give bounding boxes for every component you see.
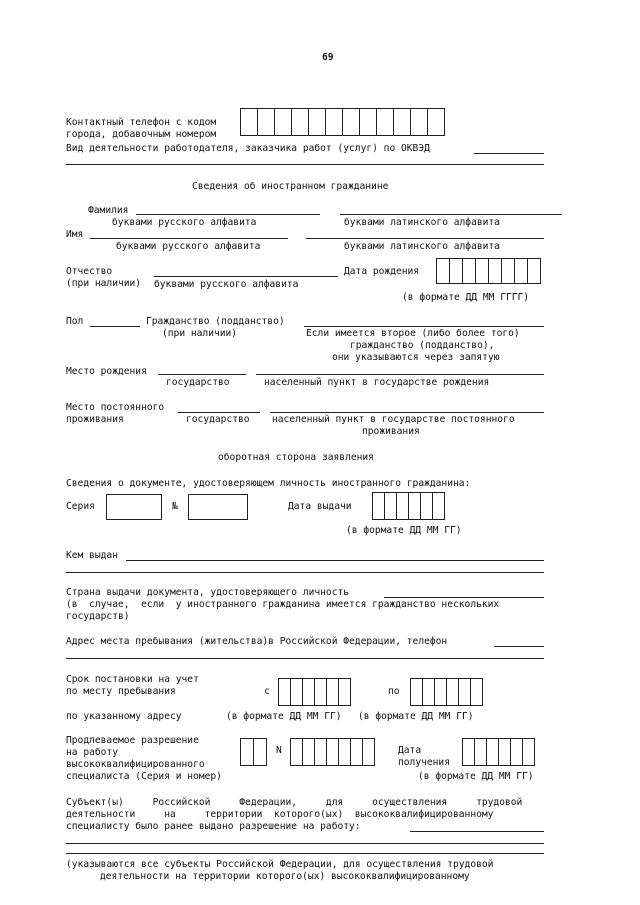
- issued-by-line: [126, 560, 544, 561]
- name-russian-line: [90, 238, 288, 239]
- subjects-line-extra: [66, 843, 544, 844]
- subjects-line-extra-2: [66, 853, 544, 854]
- sex-line: [90, 326, 140, 327]
- birth-settlement-hint: населенный пункт в государстве рождения: [264, 377, 490, 388]
- surname-russian-line: [136, 214, 320, 215]
- term-label-2: по месту пребывания: [66, 686, 176, 697]
- address-label: Адрес места пребывания (жительства)в Российской Федерации, телефон: [66, 636, 448, 647]
- birth-settlement-line: [256, 374, 544, 375]
- number-sign: №: [172, 501, 178, 512]
- country-note-1: (в случае, если у иностранного гражданина имеется гражданство нескольких: [66, 599, 500, 610]
- address-phone-line: [494, 646, 544, 647]
- citizenship-label: Гражданство (подданство): [146, 316, 285, 327]
- term-address-label: по указанному адресу: [66, 711, 182, 722]
- residence-label-1: Место постоянного: [66, 402, 165, 413]
- permit-label-3: высококвалифицированного: [66, 759, 205, 770]
- phone-cells[interactable]: [240, 108, 445, 136]
- footnote-line-2: деятельности на территории которого(ых) высококвалифицированному: [100, 871, 470, 882]
- residence-settlement-hint-1: населенный пункт в государстве постоянного: [272, 414, 515, 425]
- residence-state-line: [178, 412, 260, 413]
- birth-place-label: Место рождения: [66, 366, 147, 377]
- document-intro: Сведения о документе, удостоверяющем личность иностранного гражданина:: [66, 478, 471, 489]
- surname-latin-line: [340, 214, 562, 215]
- subjects-line-2: деятельности на территории которого(ых) высококвалифицированному: [66, 809, 494, 820]
- birth-date-label: Дата рождения: [344, 266, 420, 277]
- term-to-label: по: [388, 686, 400, 697]
- birth-state-line: [158, 374, 246, 375]
- sex-label: Пол: [66, 316, 84, 327]
- name-label: Имя: [66, 229, 84, 240]
- patronymic-line: [154, 276, 338, 277]
- name-latin-line: [306, 238, 544, 239]
- patronymic-note: (при наличии): [66, 278, 142, 289]
- series-box[interactable]: [106, 494, 162, 520]
- permit-date-label-1: Дата: [398, 745, 422, 756]
- residence-settlement-line: [270, 412, 544, 413]
- phone-label-line1: Контактный телефон с кодом: [66, 117, 217, 128]
- residence-settlement-hint-2: проживания: [362, 426, 420, 437]
- citizenship-line: [304, 326, 544, 327]
- surname-latin-hint: буквами латинского алфавита: [344, 217, 500, 228]
- series-label: Серия: [66, 501, 95, 512]
- citizenship-hint-2: гражданство (подданство),: [350, 340, 495, 351]
- issued-by-label: Кем выдан: [66, 550, 118, 561]
- citizenship-hint-1: Если имеется второе (либо более того): [306, 328, 520, 339]
- citizenship-note: (при наличии): [162, 328, 238, 339]
- permit-date-label-2: получения: [398, 757, 450, 768]
- page-number: 69: [322, 52, 334, 63]
- phone-label-line2: города, добавочным номером: [66, 129, 217, 140]
- birth-date-format: (в формате ДД ММ ГГГГ): [402, 292, 530, 303]
- surname-russian-hint: буквами русского алфавита: [112, 217, 257, 228]
- permit-series-cells[interactable]: [240, 738, 267, 766]
- name-russian-hint: буквами русского алфавита: [116, 241, 261, 252]
- term-to-format: (в формате ДД ММ ГГ): [358, 711, 474, 722]
- foreigner-section-title: Сведения об иностранном гражданине: [192, 181, 389, 192]
- activity-line: [474, 153, 544, 154]
- permit-label-2: на работу: [66, 747, 118, 758]
- patronymic-hint: буквами русского алфавита: [154, 279, 299, 290]
- permit-label-1: Продлеваемое разрешение: [66, 735, 199, 746]
- term-from-label: с: [264, 686, 270, 697]
- birth-date-cells[interactable]: [436, 258, 541, 284]
- citizenship-hint-3: они указываются через запятую: [332, 352, 500, 363]
- permit-number-cells[interactable]: [290, 738, 375, 766]
- country-note-2: государств): [66, 611, 130, 622]
- term-from-cells[interactable]: [278, 678, 351, 706]
- permit-date-cells[interactable]: [462, 738, 535, 766]
- residence-state-hint: государство: [186, 414, 250, 425]
- activity-label: Вид деятельности работодателя, заказчика работ (услуг) по ОКВЭД: [66, 143, 430, 154]
- issued-by-line-2: [66, 572, 544, 573]
- address-line: [66, 658, 544, 659]
- issue-date-cells[interactable]: [372, 492, 445, 520]
- term-label-1: Срок постановки на учет: [66, 674, 199, 685]
- activity-line-2: [66, 164, 544, 165]
- number-box[interactable]: [188, 494, 248, 520]
- issue-date-format: (в формате ДД ММ ГГ): [346, 525, 462, 536]
- country-line: [384, 597, 544, 598]
- residence-label-2: проживания: [66, 414, 124, 425]
- term-to-cells[interactable]: [410, 678, 483, 706]
- subjects-line-3: специалисту было ранее выдано разрешение на работу:: [66, 821, 361, 832]
- term-from-format: (в формате ДД ММ ГГ): [226, 711, 342, 722]
- name-latin-hint: буквами латинского алфавита: [344, 241, 500, 252]
- patronymic-label: Отчество: [66, 266, 113, 277]
- footnote-line-1: (указываются все субъекты Российской Федерации, для осуществления трудовой: [66, 859, 494, 870]
- reverse-side-title: оборотная сторона заявления: [218, 452, 374, 463]
- permit-number-sign: N: [276, 745, 282, 756]
- permit-label-4: специалиста (Серия и номер): [66, 771, 222, 782]
- subjects-line-1: Субъект(ы) Российской Федерации, для осуществления трудовой: [66, 797, 523, 808]
- issue-date-label: Дата выдачи: [288, 501, 352, 512]
- country-label: Страна выдачи документа, удостоверяющего личность: [66, 587, 350, 598]
- surname-label: Фамилия: [88, 205, 129, 216]
- subjects-line: [410, 831, 544, 832]
- permit-date-format: (в формате ДД ММ ГГ): [418, 771, 534, 782]
- birth-state-hint: государство: [166, 377, 230, 388]
